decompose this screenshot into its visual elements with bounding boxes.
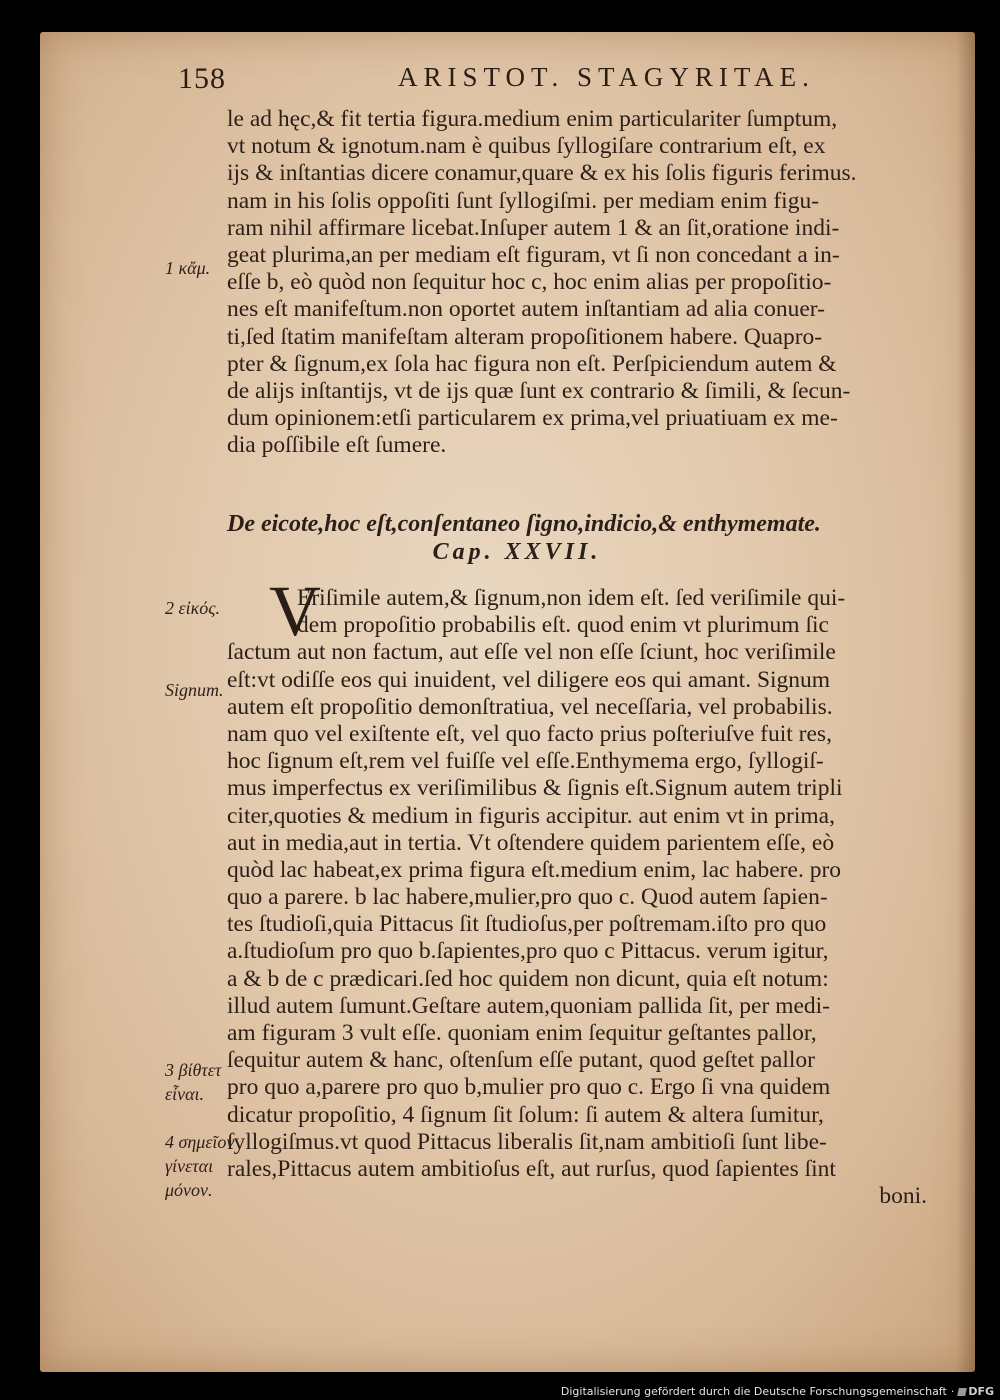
- text-line: quo a parere. b lac habere,mulier,pro quo c. Quod autem ſapien-: [227, 884, 828, 911]
- chapter-heading: [227, 510, 927, 566]
- text-line: tes ſtudioſi,quia Pittacus ſit ſtudioſus,per poſtremam.iſto pro quo: [227, 911, 827, 938]
- text-line: ram nihil affirmare licebat.Inſuper autem 1 & an ſit,oratione indi-: [227, 214, 840, 241]
- text-line: citer,quoties & medium in figuris accipitur. aut enim vt in prima,: [227, 802, 835, 829]
- text-line: ſequitur autem & hanc, oſtenſum eſſe putant, quod geſtet pallor: [227, 1047, 815, 1074]
- text-line: dia poſſibile eſt ſumere.: [227, 432, 447, 459]
- text-line-last: boni.: [879, 1183, 927, 1210]
- page-edge-shadow: [957, 32, 975, 1372]
- margin-note: [165, 1130, 234, 1202]
- text-line: vt notum & ignotum.nam è quibus ſyllogiſare contrarium eſt, ex: [227, 133, 826, 160]
- margin-note-line: 4 σημεῖον: [165, 1132, 235, 1152]
- margin-note-line: γίνεται: [165, 1156, 214, 1176]
- running-title: ARISTOT. STAGYRITAE.: [398, 62, 815, 92]
- text-line: Eriſimile autem,& ſignum,non idem eſt. ſed veriſimile qui-: [297, 585, 846, 611]
- text-line: le ad hęc,& fit tertia figura.medium enim particulariter ſumptum,: [227, 106, 838, 132]
- dfg-logo-text: DFG: [968, 1385, 994, 1398]
- margin-note-line: μόνον.: [165, 1180, 213, 1200]
- text-line: nam quo vel exiſtente eſt, vel quo facto prius poſteriuſve fuit res,: [227, 720, 832, 747]
- text-line: dum opinionem:etſi particularem ex prima,vel priuatiuam ex me-: [227, 405, 838, 432]
- text-line: a & b de c prædicari.ſed hoc quidem non dicunt, quia eſt notum:: [227, 965, 829, 992]
- chapter-text-block: [227, 571, 927, 1210]
- margin-note: [165, 1058, 221, 1106]
- text-line: nes eſt manifeſtum.non oportet autem inſtantiam ad alia conuer-: [227, 296, 825, 323]
- text-line: pter & ſignum,ex ſola hac figura non eſt. Perſpiciendum autem &: [227, 350, 837, 377]
- dfg-logo: [958, 1385, 994, 1398]
- text-line: eſſe b, eò quòd non ſequitur hoc c, hoc enim alias per propoſitio-: [227, 269, 832, 296]
- text-line: ijs & inſtantias dicere conamur,quare & ex his ſolis figuris ferimus.: [227, 160, 857, 187]
- text-line: nam in his ſolis oppoſiti ſunt ſyllogiſmi. per mediam enim figu-: [227, 187, 820, 214]
- credit-text: Digitalisierung gefördert durch die Deutsche Forschungsgemeinschaft: [560, 1385, 947, 1398]
- margin-note: Signum.: [165, 680, 224, 700]
- text-line: rales,Pittacus autem ambitioſus eſt, aut rurſus, quod ſapientes ſint: [227, 1155, 836, 1182]
- text-line: geat plurima,an per mediam eſt figuram, vt ſi non concedant a in-: [227, 241, 840, 268]
- text-line: ti,ſed ſtatim manifeſtam alteram propoſitionem habere. Quapro-: [227, 323, 823, 350]
- text-line: ſactum aut non factum, aut eſſe vel non eſſe ſciunt, hoc veriſimile: [227, 639, 836, 666]
- text-line: mus imperfectus ex veriſimilibus & ſignis eſt.Signum autem tripli: [227, 775, 843, 802]
- chapter-title: De eicote,hoc eſt,conſentaneo ſigno,indicio,& enthymemate.: [227, 511, 821, 537]
- chapter-number: Cap. XXVII.: [432, 539, 602, 565]
- margin-note: 1 κἄμ.: [165, 258, 211, 278]
- text-line: de alijs inſtantijs, vt de ijs quæ ſunt ex contrario & ſimili, & ſecun-: [227, 377, 851, 404]
- text-line: hoc ſignum eſt,rem vel fuiſſe vel eſſe.Enthymema ergo, ſyllogiſ-: [227, 748, 824, 775]
- text-line: dem propoſitio probabilis eſt. quod enim vt plurimum ſic: [297, 612, 829, 639]
- margin-note-line: 3 βίθτετ: [165, 1060, 222, 1080]
- page-header: [178, 62, 878, 102]
- digitization-credit: [561, 1385, 994, 1398]
- text-line: dicatur propoſitio, 4 ſignum ſit ſolum: ſi autem & altera ſumitur,: [227, 1101, 824, 1128]
- text-line: autem eſt propoſitio demonſtratiua, vel neceſſaria, vel probabilis.: [227, 693, 833, 720]
- text-line: aut in media,aut in tertia. Vt oſtendere quidem parientem eſſe, eò: [227, 829, 835, 856]
- page-number: 158: [178, 62, 226, 95]
- margin-note: 2 εἰκός.: [165, 598, 221, 618]
- separator-dot: ·: [950, 1385, 955, 1398]
- drop-cap: V: [269, 571, 321, 651]
- text-line: ſyllogiſmus.vt quod Pittacus liberalis ſit,nam ambitioſi ſunt libe-: [227, 1128, 827, 1155]
- margin-note-line: εἶναι.: [165, 1084, 205, 1104]
- text-line: quòd lac habeat,ex prima figura eſt.medium enim, lac habere. pro: [227, 856, 842, 883]
- text-line: eſt:vt odiſſe eos qui inuident, vel diligere eos qui amant. Signum: [227, 666, 831, 693]
- main-text-block: [227, 106, 927, 459]
- text-line: pro quo a,parere pro quo b,mulier pro quo c. Ergo ſi vna quidem: [227, 1074, 831, 1101]
- text-line: a.ſtudioſum pro quo b.ſapientes,pro quo c Pittacus. verum igitur,: [227, 938, 829, 965]
- dfg-mark-icon: [957, 1388, 967, 1396]
- text-line: am figuram 3 vult eſſe. quoniam enim ſequitur geſtantes pallor,: [227, 1020, 817, 1046]
- text-line: illud autem ſumunt.Geſtare autem,quoniam pallida ſit, per medi-: [227, 992, 831, 1019]
